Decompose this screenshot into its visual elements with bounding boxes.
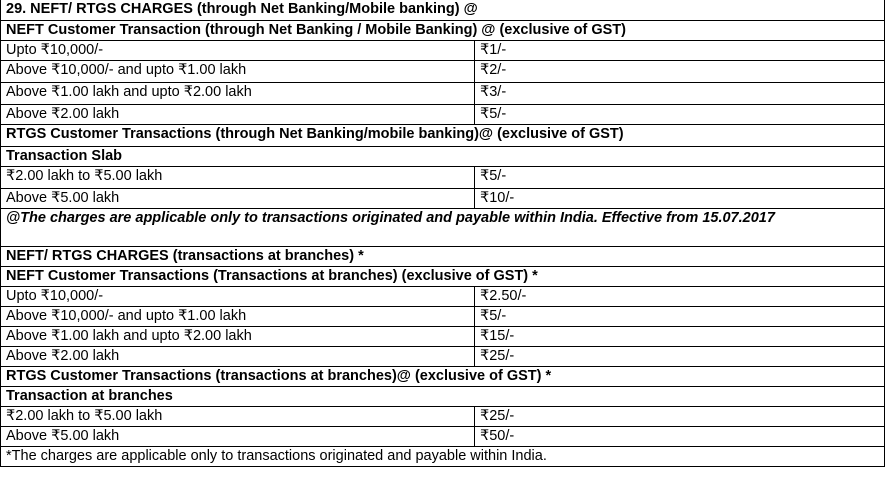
rtgs-branch-title: RTGS Customer Transactions (transactions at branches)@ (exclusive of GST) *: [6, 368, 552, 384]
charge-cell: ₹5/-: [480, 168, 507, 184]
rtgs-online-title-row: [1, 124, 884, 146]
rtgs-online-subtitle: Transaction Slab: [6, 148, 123, 164]
charge-cell: ₹5/-: [480, 106, 507, 122]
charge-cell: ₹10/-: [480, 190, 515, 206]
rtgs-branch-title-row: [1, 366, 884, 386]
slab-cell: Upto ₹10,000/-: [1, 287, 475, 306]
table-row: [1, 306, 884, 326]
table-row: [1, 82, 884, 104]
charge-cell: ₹3/-: [480, 84, 507, 100]
branch-heading-row: [1, 246, 884, 266]
slab-cell: Above ₹10,000/- and upto ₹1.00 lakh: [1, 61, 475, 82]
branch-heading: NEFT/ RTGS CHARGES (transactions at branches) *: [6, 248, 364, 264]
slab-cell: Above ₹5.00 lakh: [1, 189, 475, 208]
slab-cell: Upto ₹10,000/-: [1, 41, 475, 60]
rtgs-online-subtitle-row: [1, 146, 884, 166]
table-row: [1, 40, 884, 60]
table-row: [1, 60, 884, 82]
table-row: [1, 346, 884, 366]
charge-cell: ₹25/-: [480, 408, 515, 424]
table-row: [1, 166, 884, 188]
rtgs-branch-subtitle-row: [1, 386, 884, 406]
rtgs-branch-subtitle: Transaction at branches: [6, 388, 173, 404]
charge-cell: ₹15/-: [480, 328, 515, 344]
slab-cell: Above ₹1.00 lakh and upto ₹2.00 lakh: [1, 327, 475, 346]
charge-cell: ₹2.50/-: [480, 288, 527, 304]
section-heading-row: [1, 0, 884, 20]
table-row: [1, 426, 884, 446]
charge-cell: ₹1/-: [480, 42, 507, 58]
table-row: [1, 286, 884, 306]
neft-online-title-row: [1, 20, 884, 40]
footnote: *The charges are applicable only to transactions originated and payable within India.: [6, 448, 547, 464]
slab-cell: Above ₹5.00 lakh: [1, 427, 475, 446]
charge-cell: ₹25/-: [480, 348, 515, 364]
slab-cell: Above ₹2.00 lakh: [1, 105, 475, 124]
table-row: [1, 188, 884, 208]
section-heading: 29. NEFT/ RTGS CHARGES (through Net Banking/Mobile banking) @: [6, 1, 478, 17]
online-note: @The charges are applicable only to transactions originated and payable within India. Effective from 15.07.2017: [6, 210, 775, 226]
footnote-row: [1, 446, 884, 466]
table-row: [1, 104, 884, 124]
slab-cell: ₹2.00 lakh to ₹5.00 lakh: [1, 167, 475, 188]
charge-cell: ₹50/-: [480, 428, 515, 444]
online-note-row: [1, 208, 884, 246]
slab-cell: Above ₹2.00 lakh: [1, 347, 475, 366]
neft-branch-title: NEFT Customer Transactions (Transactions at branches) (exclusive of GST) *: [6, 268, 538, 284]
slab-cell: ₹2.00 lakh to ₹5.00 lakh: [1, 407, 475, 426]
neft-online-title: NEFT Customer Transaction (through Net Banking / Mobile Banking) @ (exclusive of GST): [6, 22, 626, 38]
table-row: [1, 406, 884, 426]
slab-cell: Above ₹1.00 lakh and upto ₹2.00 lakh: [1, 83, 475, 104]
charge-cell: ₹2/-: [480, 62, 507, 78]
slab-cell: Above ₹10,000/- and upto ₹1.00 lakh: [1, 307, 475, 326]
neft-branch-title-row: [1, 266, 884, 286]
charge-cell: ₹5/-: [480, 308, 507, 324]
rtgs-online-title: RTGS Customer Transactions (through Net Banking/mobile banking)@ (exclusive of GST): [6, 126, 624, 142]
table-row: [1, 326, 884, 346]
